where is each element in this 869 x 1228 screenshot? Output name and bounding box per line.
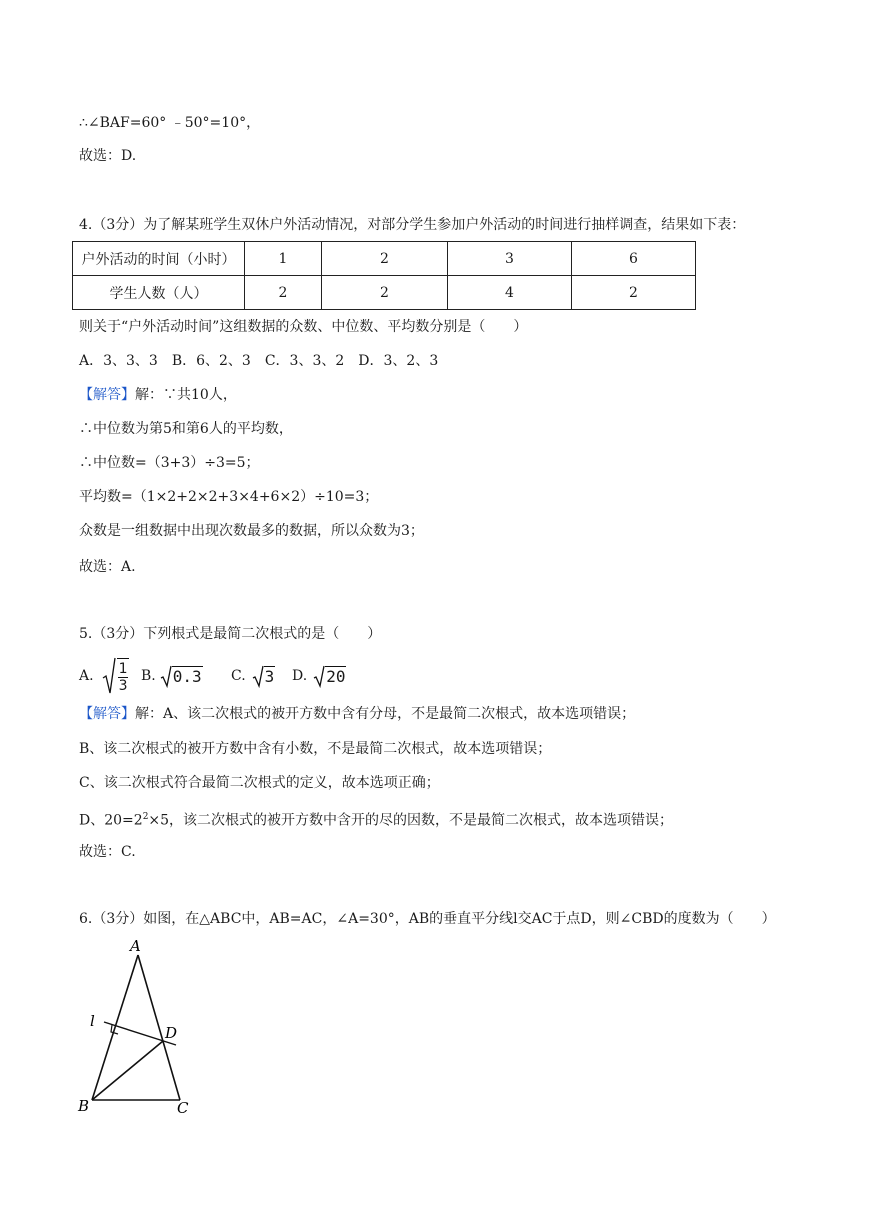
answer-tag: 【解答】 <box>79 387 135 403</box>
radical-sign-icon <box>313 664 325 688</box>
answer-text: ×5，该二次根式的被开方数中含开的尽的因数，不是最简二次根式，故本选项错误； <box>148 812 674 829</box>
q4-options: A．3、3、3 B．6、2、3 C．3、3、2 D．3、2、3 <box>79 353 439 369</box>
q5-option-b <box>141 656 203 696</box>
radical <box>160 664 203 688</box>
answer-text: 解：∵共10人， <box>135 387 237 403</box>
q5-answer-line-5: 故选：C. <box>79 844 136 860</box>
table-cell: 户外活动的时间（小时） <box>73 242 245 276</box>
answer-text: D、20=2 <box>79 812 143 829</box>
table-cell: 2 <box>322 276 448 310</box>
table-cell: 3 <box>448 242 572 276</box>
q5-option-c <box>231 656 275 696</box>
q4-question: 则关于“户外活动时间”这组数据的众数、中位数、平均数分别是（ ） <box>79 319 528 335</box>
q4-answer-line-3: ∴中位数=（3+3）÷3=5； <box>79 455 260 471</box>
label-d: D <box>165 1024 178 1042</box>
q4-answer-line-4: 平均数=（1×2+2×2+3×4+6×2）÷10=3； <box>79 489 379 505</box>
answer-tag: 【解答】 <box>79 706 135 722</box>
option-label: D. <box>292 668 308 684</box>
radical-sign-icon <box>160 664 172 688</box>
q6-stem: 6.（3分）如图，在△ABC中，AB=AC，∠A=30°，AB的垂直平分线l交AC于点D，则∠CBD的度数为（ ） <box>79 911 776 927</box>
q5-answer-line-3: C、该二次根式符合最简二次根式的定义，故本选项正确； <box>79 775 440 791</box>
table-cell: 2 <box>572 276 696 310</box>
segment-bd <box>92 1041 163 1100</box>
table-cell: 学生人数（人） <box>73 276 245 310</box>
q4-answer-line-1 <box>79 385 237 405</box>
fraction <box>117 658 130 694</box>
q5-option-a <box>79 656 129 696</box>
table-row <box>73 242 696 276</box>
table-cell: 2 <box>322 242 448 276</box>
label-a: A <box>130 937 141 955</box>
radical-sign-icon <box>102 656 116 696</box>
prev-line-2: 故选：D. <box>79 148 137 164</box>
radical-sign-icon <box>252 664 264 688</box>
q4-answer-line-5: 众数是一组数据中出现次数最多的数据，所以众数为3； <box>79 523 424 539</box>
radical <box>252 664 276 688</box>
answer-text: 解：A、该二次根式的被开方数中含有分母，不是最简二次根式，故本选项错误； <box>135 706 636 722</box>
table-cell: 6 <box>572 242 696 276</box>
radicand: 0.3 <box>172 667 202 686</box>
label-l: l <box>90 1012 95 1030</box>
radical <box>313 664 346 688</box>
option-label: C. <box>231 668 246 684</box>
option-label: B. <box>141 668 156 684</box>
radicand: 3 <box>264 667 275 686</box>
q5-stem: 5.（3分）下列根式是最简二次根式的是（ ） <box>79 626 382 642</box>
q5-option-d <box>292 656 346 696</box>
q4-stem: 4.（3分）为了解某班学生双休户外活动情况，对部分学生参加户外活动的时间进行抽样调查，结果如下表： <box>79 217 746 233</box>
fraction-numerator: 1 <box>118 661 128 677</box>
q5-answer-line-1 <box>79 704 635 724</box>
table-cell: 2 <box>245 276 322 310</box>
option-label: A. <box>79 668 94 684</box>
label-b: B <box>78 1097 90 1115</box>
exponent: 2 <box>142 812 149 822</box>
q5-answer-line-2: B、该二次根式的被开方数中含有小数，不是最简二次根式，故本选项错误； <box>79 741 552 757</box>
table-cell: 1 <box>245 242 322 276</box>
radical-fraction <box>102 656 130 696</box>
label-c: C <box>177 1099 189 1117</box>
prev-line-1: ∴∠BAF=60° ﹣50°=10°， <box>79 115 261 131</box>
q4-answer-line-6: 故选：A. <box>79 559 136 575</box>
fraction-denominator: 3 <box>118 678 128 694</box>
q4-data-table <box>72 241 696 310</box>
q5-answer-line-4 <box>79 807 673 831</box>
segment-ab <box>92 955 138 1100</box>
radicand: 20 <box>326 667 346 686</box>
table-row <box>73 276 696 310</box>
triangle-figure <box>72 935 202 1120</box>
table-cell: 4 <box>448 276 572 310</box>
q4-answer-line-2: ∴中位数为第5和第6人的平均数， <box>79 421 293 437</box>
